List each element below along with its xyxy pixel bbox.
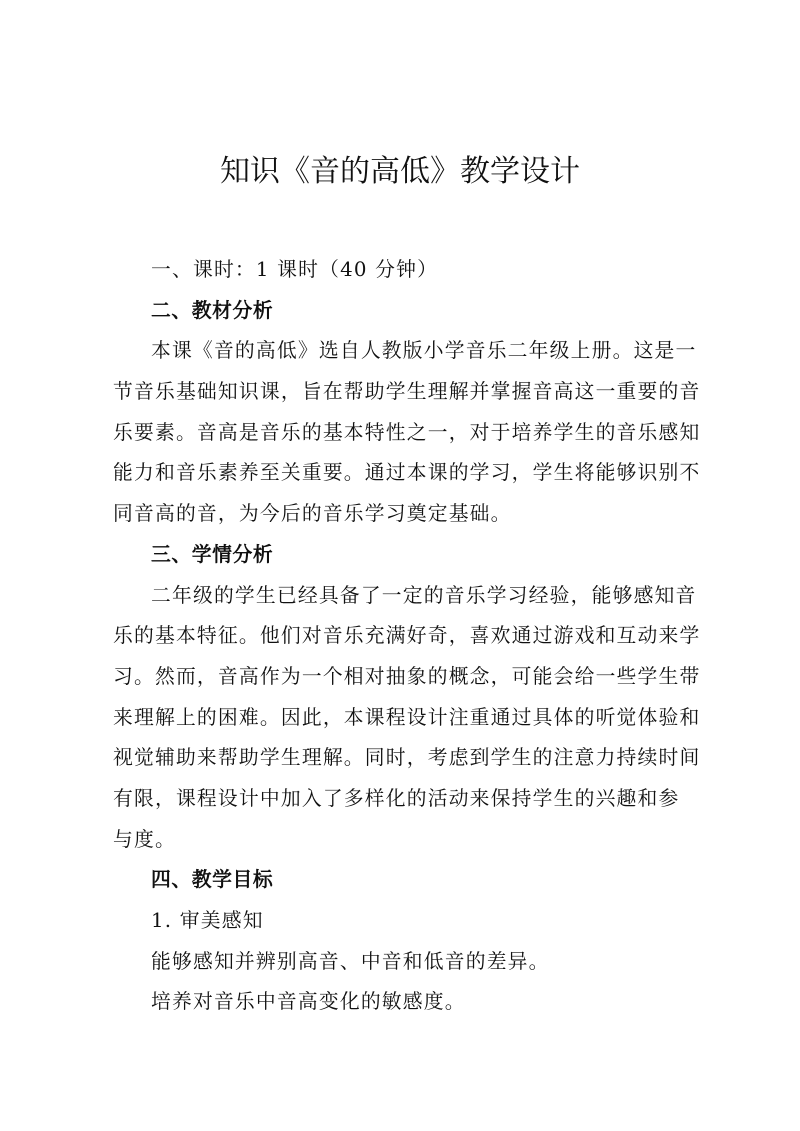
objective-item: 能够感知并辨别高音、中音和低音的差异。 (151, 949, 550, 973)
document-body (113, 250, 701, 1023)
objective-subheading: 1. 审美感知 (151, 909, 264, 932)
paragraph-line: 乐要素。音高是音乐的基本特性之一，对于培养学生的音乐感知 (113, 420, 701, 444)
paragraph-line: 与度。 (113, 827, 176, 851)
paragraph-line: 节音乐基础知识课，旨在帮助学生理解并掌握音高这一重要的音 (113, 380, 701, 404)
paragraph-line: 乐的基本特征。他们对音乐充满好奇，喜欢通过游戏和互动来学 (113, 624, 701, 648)
class-hours-line: 一、课时：1 课时（40 分钟） (151, 258, 439, 281)
section-heading-textbook: 二、教材分析 (151, 298, 274, 322)
paragraph-line: 同音高的音，为今后的音乐学习奠定基础。 (113, 502, 512, 526)
paragraph-line: 有限，课程设计中加入了多样化的活动来保持学生的兴趣和参 (113, 786, 680, 810)
paragraph-line: 二年级的学生已经具备了一定的音乐学习经验，能够感知音 (151, 583, 697, 607)
document-title: 知识《音的高低》教学设计 (220, 154, 580, 189)
paragraph-line: 视觉辅助来帮助学生理解。同时，考虑到学生的注意力持续时间 (113, 746, 701, 770)
paragraph-learners (113, 576, 701, 861)
paragraph-line: 来理解上的困难。因此，本课程设计注重通过具体的听觉体验和 (113, 705, 701, 729)
section-heading-learners: 三、学情分析 (151, 542, 274, 566)
paragraph-line: 本课《音的高低》选自人教版小学音乐二年级上册。这是一 (151, 339, 697, 363)
paragraph-textbook (113, 331, 701, 534)
section-heading-objectives: 四、教学目标 (151, 868, 274, 892)
paragraph-line: 习。然而，音高作为一个相对抽象的概念，可能会给一些学生带 (113, 664, 701, 688)
objective-item: 培养对音乐中音高变化的敏感度。 (151, 990, 466, 1014)
paragraph-line: 能力和音乐素养至关重要。通过本课的学习，学生将能够识别不 (113, 461, 701, 485)
